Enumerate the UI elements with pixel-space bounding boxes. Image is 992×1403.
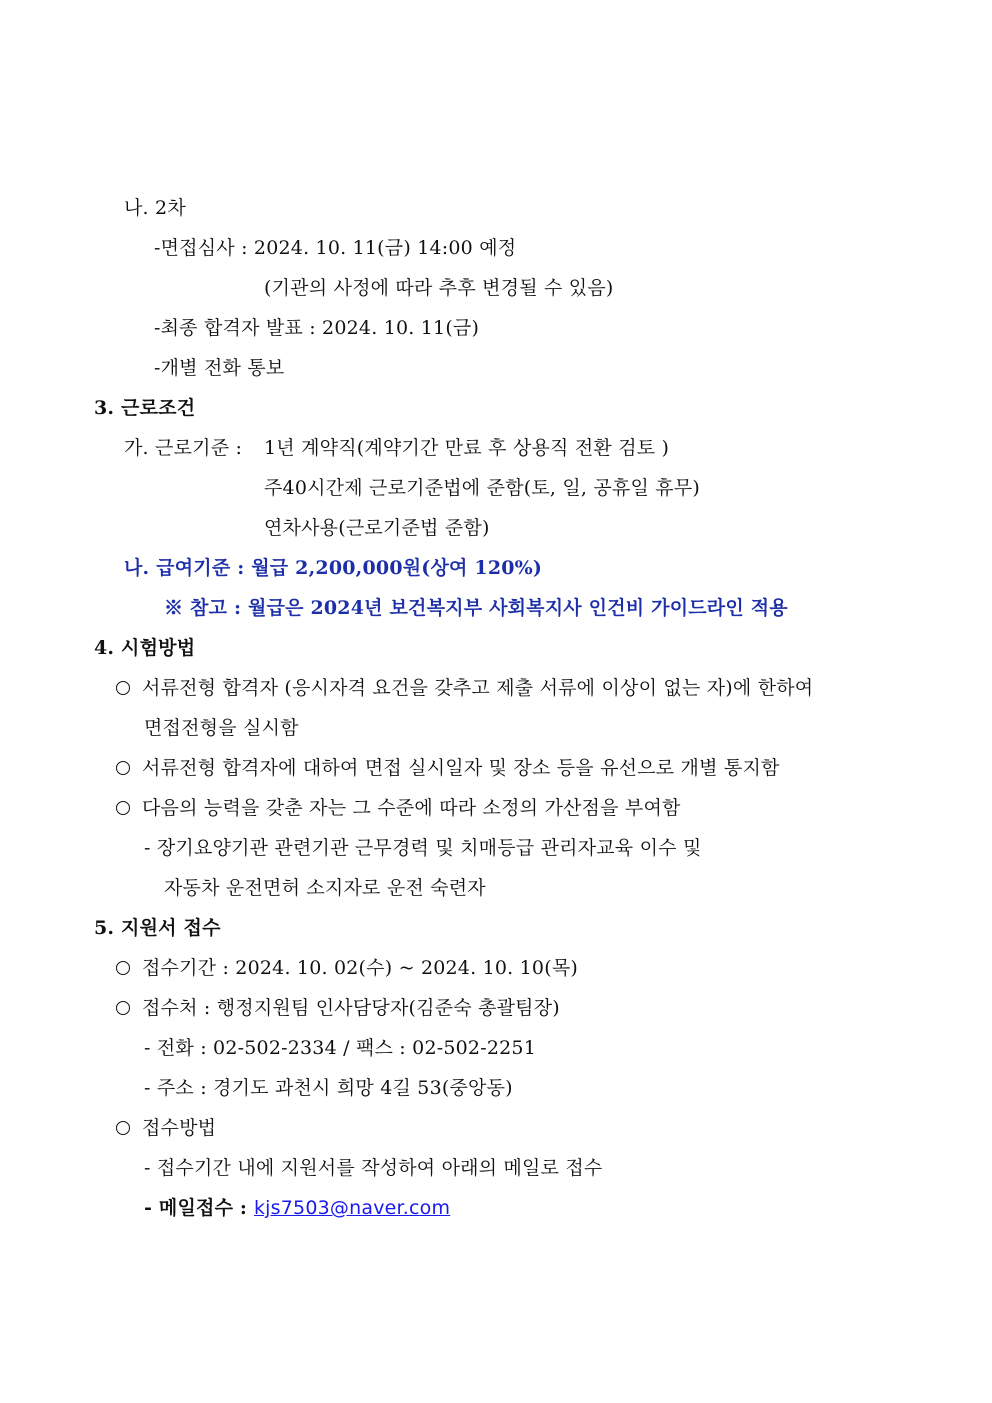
section-3-title: 3. 근로조건 [94, 397, 196, 419]
application-period-text: 접수기간 : 2024. 10. 02(수) ~ 2024. 10. 10(목) [142, 957, 578, 979]
application-period [116, 956, 578, 980]
work-standard-label: 가. 근로기준 : [124, 437, 249, 459]
exam-item-3 [116, 796, 681, 820]
circle-bullet-icon [116, 1121, 130, 1135]
exam-item-1-cont: 면접전형을 실시함 [144, 717, 299, 739]
work-standard-line-2: 주40시간제 근로기준법에 준함(토, 일, 공휴일 휴무) [264, 477, 701, 499]
email-label: - 메일접수 : [144, 1197, 254, 1219]
application-place-text: 접수처 : 행정지원팀 인사담당자(김준숙 총괄팀장) [142, 997, 560, 1019]
application-place [116, 996, 560, 1020]
final-announcement: -최종 합격자 발표 : 2024. 10. 11(금) [154, 317, 480, 339]
section-4-title: 4. 시험방법 [94, 637, 196, 659]
exam-item-3-text: 다음의 능력을 갖춘 자는 그 수준에 따라 소정의 가산점을 부여함 [142, 797, 681, 819]
contact-phone-fax: - 전화 : 02-502-2334 / 팩스 : 02-502-2251 [144, 1037, 536, 1059]
section-5-title: 5. 지원서 접수 [94, 917, 221, 939]
exam-item-2-text: 서류전형 합격자에 대하여 면접 실시일자 및 장소 등을 유선으로 개별 통지함 [142, 757, 780, 779]
phone-notification: -개별 전화 통보 [154, 357, 285, 379]
application-method-desc: - 접수기간 내에 지원서를 작성하여 아래의 메일로 접수 [144, 1157, 603, 1179]
application-method-text: 접수방법 [142, 1117, 217, 1139]
salary-note: ※ 참고 : 월급은 2024년 보건복지부 사회복지사 인건비 가이드라인 적용 [164, 597, 788, 619]
email-application [144, 1196, 450, 1220]
circle-bullet-icon [116, 1001, 130, 1015]
circle-bullet-icon [116, 961, 130, 975]
salary-standard: 나. 급여기준 : 월급 2,200,000원(상여 120%) [124, 557, 543, 579]
bonus-criteria-line-1: - 장기요양기관 관련기관 근무경력 및 치매등급 관리자교육 이수 및 [144, 837, 702, 859]
circle-bullet-icon [116, 801, 130, 815]
work-standard-line-1: 1년 계약직(계약기간 만료 후 상용직 전환 검토 ) [264, 437, 670, 459]
round2-heading: 나. 2차 [124, 197, 186, 219]
email-link[interactable]: kjs7503@naver.com [253, 1197, 451, 1219]
circle-bullet-icon [116, 681, 130, 695]
interview-schedule: -면접심사 : 2024. 10. 11(금) 14:00 예정 [154, 237, 517, 259]
interview-note: (기관의 사정에 따라 추후 변경될 수 있음) [264, 277, 614, 299]
contact-address: - 주소 : 경기도 과천시 희망 4길 53(중앙동) [144, 1077, 513, 1099]
circle-bullet-icon [116, 761, 130, 775]
exam-item-1 [116, 676, 813, 700]
exam-item-2 [116, 756, 780, 780]
exam-item-1-text: 서류전형 합격자 (응시자격 요건을 갖추고 제출 서류에 이상이 없는 자)에 한하여 [142, 677, 814, 699]
application-method [116, 1116, 216, 1140]
bonus-criteria-line-2: 자동차 운전면허 소지자로 운전 숙련자 [164, 877, 486, 899]
work-standard-line-3: 연차사용(근로기준법 준함) [264, 517, 490, 539]
